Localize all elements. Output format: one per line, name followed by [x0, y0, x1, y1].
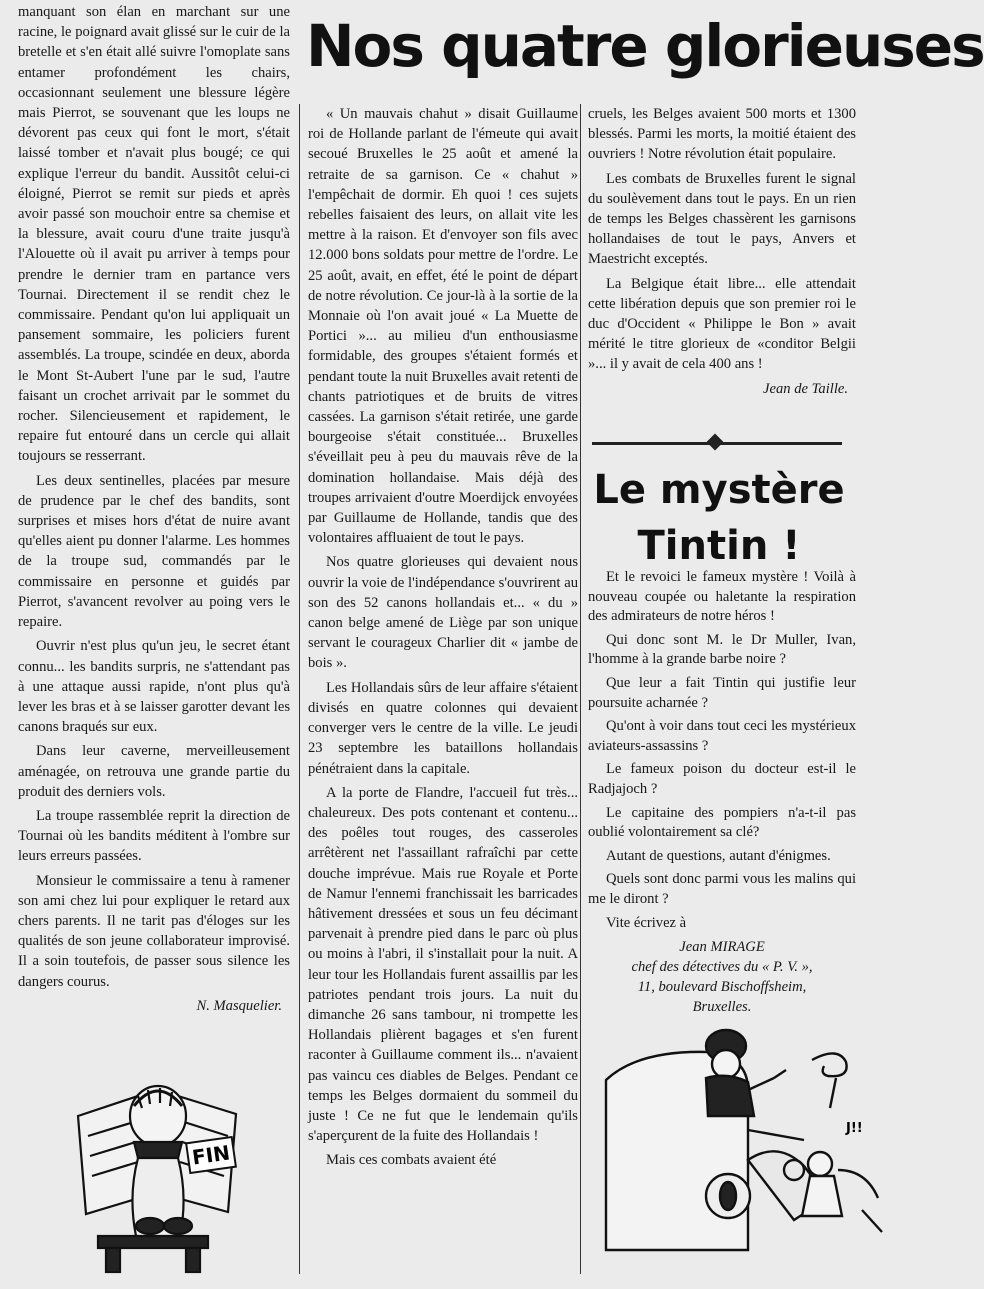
column-rule-left	[299, 104, 300, 1274]
tintin-cartoon-illustration	[598, 1020, 888, 1255]
paragraph: Quels sont donc parmi vous les malins qui me le diront ?	[588, 871, 856, 907]
cartoon-exclamation-text: J!!	[846, 1121, 863, 1136]
paragraph: cruels, les Belges avaient 500 morts et 1300 blessés. Parmi les morts, la moitié étaient des ouvriers ! Notre révolution était populaire.	[588, 106, 856, 163]
paragraph: Les Hollandais sûrs de leur affaire s'étaient divisés en quatre colonnes qui devaient converger vers le centre de la ville. Le jeudi 23 septembre les bataillons hollandais pénétraient dans la capitale.	[308, 679, 578, 777]
paragraph: Les combats de Bruxelles furent le signal du soulèvement dans tout le pays. En un rien de temps les Belges chassèrent les garnisons hollandaises de tout le pays, Anvers et Maestricht exceptés.	[588, 170, 856, 268]
title-line-2: Tintin !	[637, 523, 801, 569]
credit-line: Bruxelles.	[692, 999, 752, 1016]
left-column	[18, 2, 290, 1020]
paragraph: Autant de questions, autant d'énigmes.	[606, 847, 831, 864]
tintin-section-body	[588, 568, 856, 1017]
paragraph: « Un mauvais chahut » disait Guillaume roi de Hollande parlant de l'émeute qui avait secoué Bruxelles le 25 août et amené la retraite de sa garnison. Ce « chahut » l'empêchait de dormir. Eh quoi ! ces sujets rebelles faisaient des leurs, on allait vite les mettre à la raison. Et d'envoyer son fils avec 12.000 bons soldats pour mettre de l'ordre. Le 25 août, avait, en effet, été le point de départ de notre révolution. Ce jour-là à la sortie de la Monnaie où l'on avait joué « La Muette de Portici »... au milieu d'un enthousiasme formidable, des groupes s'étaient formés et pendant toute la nuit Bruxelles avait retenti de chants patriotiques et de bruits de vitres cassées. La garnison s'était retirée, une garde bourgeoise s'était constituée... Bruxelles s'éveillait peu à peu du mauvais rêve de la domination hollandaise. Mais déjà des troupes arrivaient d'outre Moerdijck envoyées par Guillaume de Hollande, tandis que des volontaires affluaient de tout le pays.	[308, 106, 578, 547]
paragraph: Et le revoici le fameux mystère ! Voilà à nouveau coupée ou haletante la respiration des admirateurs de notre héros !	[588, 569, 856, 625]
paragraph: Ouvrir n'est plus qu'un jeu, le secret étant connu... les bandits surpris, ne s'attendant pas à une attaque aussi rapide, n'ont plus qu'à lever les bras et à se laisser garotter devant les canons braqués sur eux.	[18, 638, 290, 736]
title-line-1: Le mystère	[593, 467, 845, 513]
credit-line: 11, boulevard Bischoffsheim,	[637, 979, 807, 996]
paragraph: Le fameux poison du docteur est-il le Radjajoch ?	[588, 761, 856, 797]
tintin-section-title	[588, 462, 850, 574]
paragraph: Mais ces combats avaient été	[326, 1152, 497, 1169]
paragraph: Le capitaine des pompiers n'a-t-il pas oublié volontairement sa clé?	[588, 804, 856, 841]
paragraph: La Belgique était libre... elle attendait cette libération depuis que son premier roi le duc d'Occident « Philippe le Bon » avait mérité le titre glorieux de «conditor Belgii »... il y avait de cela 400 ans !	[588, 275, 856, 373]
contact-credit	[588, 937, 856, 1017]
paragraph: La troupe rassemblée reprit la direction de Tournai où les bandits méditent à l'ombre sur leurs erreurs passées.	[18, 807, 290, 865]
paragraph: Vite écrivez à	[606, 914, 687, 931]
author-signature: N. Masquelier.	[196, 997, 282, 1014]
paragraph: Dans leur caverne, merveilleusement aménagée, on retrouva une grande partie du produit des derniers vols.	[18, 743, 290, 800]
paragraph: A la porte de Flandre, l'accueil fut très... chaleureux. Des pots contenant et contenu... des poêles tout rouges, des casseroles arrêtèrent net l'assaillant rafraîchi par cette douche imprévue. Mais rue Royale et Porte de Namur l'ennemi franchissait les barricades hâtivement dressées et sous un feu décimant parvenait à prendre pied dans le parc où plus ou moins à l'abri, il s'installait pour la nuit. A leur tour les Hollandais furent assaillis par les patriotes pendant trois jours. La nuit du dimanche 26 sans tambour, ni trompette les Hollandais plièrent bagages et s'en furent raconter à Guillaume comment ils... n'avaient pas vaincu ces diables de Belges. Pendant ce temps les Belges dormaient du sommeil du juste ! Ce ne fut que le lendemain qu'ils s'aperçurent de la fuite des Hollandais !	[308, 784, 578, 1145]
right-column	[588, 104, 856, 403]
paragraph: manquant son élan en marchant sur une racine, le poignard avait glissé sur le cuir de la bretelle et s'en était allé suivre l'omoplate sans entamer profondément les chairs, occasionnant seulement une blessure légère mais Pierrot, se souvenant que les loups ne dévorent pas ceux qui font le mort, s'était laissé tomber et n'avait plus bougé; ce qui explique l'erreur du bandit. Aussitôt celui-ci éloigné, Pierrot se remit sur pieds et après avoir passé son mouchoir entre sa chemise et la blessure, avait couru d'une traite jusqu'à l'Alouette où il avait pu arriver à temps pour prendre le dernier tram en partance vers Tournai. Directement il se rendit chez le commissaire. Pendant qu'on lui appliquait un pansement sommaire, les policiers furent assemblés. La troupe, scindée en deux, aborda le Mont St-Aubert l'une par le sud, l'autre faisant un crochet arrivait par le sommet du rocher. Silencieusement et rapidement, le repaire fut entouré dans un cercle qui allait toujours se resserrant.	[18, 4, 290, 465]
headline: Nos quatre glorieuses	[306, 12, 984, 80]
paragraph: Qui donc sont M. le Dr Muller, Ivan, l'homme à la grande barbe noire ?	[588, 631, 856, 668]
credit-name: Jean MIRAGE	[679, 939, 765, 956]
middle-column	[308, 104, 578, 1175]
paragraph: Monsieur le commissaire a tenu à ramener son ami chez lui pour expliquer le retard aux chers parents. Il ne tarit pas d'éloges sur les qualités de son jeune collaborateur improvisé. Il a soin toutefois, de passer sous silence les dangers courus.	[18, 872, 290, 990]
paragraph: Qu'ont à voir dans tout ceci les mystérieux aviateurs-assassins ?	[588, 718, 856, 754]
column-rule-right	[580, 104, 581, 1274]
section-separator	[592, 437, 842, 449]
diamond-ornament-icon	[707, 434, 724, 451]
fin-sign-text: FIN	[190, 1140, 232, 1170]
fin-cartoon-illustration	[68, 1076, 248, 1276]
credit-line: chef des détectives du « P. V. »,	[631, 959, 813, 976]
paragraph: Que leur a fait Tintin qui justifie leur poursuite acharnée ?	[588, 674, 856, 711]
paragraph: Les deux sentinelles, placées par mesure de prudence par le chef des bandits, sont surprises et mises hors d'état de nuire avant qu'elles aient pu donner l'alarme. Les hommes de la troupe sud, commandés par le commissaire en personne et guidés par Pierrot, s'avancent revolver au poing vers le repaire.	[18, 472, 290, 631]
author-signature: Jean de Taille.	[763, 380, 848, 397]
paragraph: Nos quatre glorieuses qui devaient nous ouvrir la voie de l'indépendance s'ouvrirent au son des 52 canons hollandais et... « du » canon belge amené de Liège par son unique servant le courageux Charlier dit « jambe de bois ».	[308, 554, 578, 672]
